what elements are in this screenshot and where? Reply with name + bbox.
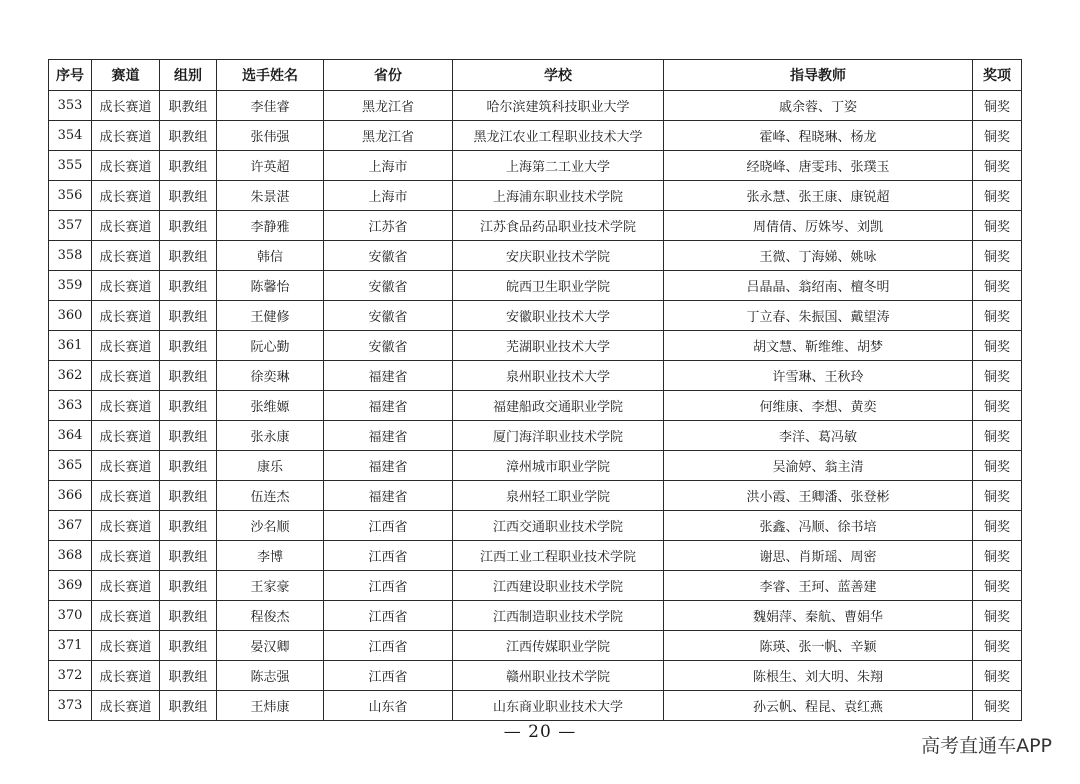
- cell-province: 福建省: [324, 421, 453, 451]
- cell-group: 职教组: [160, 601, 217, 631]
- cell-track: 成长赛道: [92, 241, 160, 271]
- cell-index: 356: [49, 181, 92, 211]
- cell-index: 363: [49, 391, 92, 421]
- cell-group: 职教组: [160, 631, 217, 661]
- cell-award: 铜奖: [973, 451, 1022, 481]
- watermark-logo-text: 高考直通车APP: [921, 735, 1052, 757]
- cell-index: 364: [49, 421, 92, 451]
- cell-group: 职教组: [160, 361, 217, 391]
- cell-name: 李博: [217, 541, 324, 571]
- cell-province: 上海市: [324, 181, 453, 211]
- cell-group: 职教组: [160, 241, 217, 271]
- cell-group: 职教组: [160, 481, 217, 511]
- cell-name: 晏汉卿: [217, 631, 324, 661]
- cell-province: 山东省: [324, 691, 453, 721]
- cell-track: 成长赛道: [92, 331, 160, 361]
- cell-name: 王炜康: [217, 691, 324, 721]
- cell-advisors: 经晓峰、唐雯玮、张璞玉: [664, 151, 973, 181]
- cell-advisors: 吴渝婷、翁主清: [664, 451, 973, 481]
- table-row: [49, 571, 1022, 601]
- cell-award: 铜奖: [973, 511, 1022, 541]
- cell-index: 370: [49, 601, 92, 631]
- table-row: [49, 601, 1022, 631]
- header-track: 赛道: [92, 60, 160, 91]
- table-row: [49, 241, 1022, 271]
- cell-advisors: 张鑫、冯顺、徐书培: [664, 511, 973, 541]
- cell-name: 伍连杰: [217, 481, 324, 511]
- cell-advisors: 李睿、王珂、蓝善建: [664, 571, 973, 601]
- cell-advisors: 周倩倩、厉姝岑、刘凯: [664, 211, 973, 241]
- cell-track: 成长赛道: [92, 361, 160, 391]
- table-row: [49, 151, 1022, 181]
- cell-name: 韩信: [217, 241, 324, 271]
- cell-group: 职教组: [160, 451, 217, 481]
- cell-school: 泉州职业技术大学: [453, 361, 664, 391]
- cell-name: 程俊杰: [217, 601, 324, 631]
- cell-province: 福建省: [324, 361, 453, 391]
- cell-province: 安徽省: [324, 241, 453, 271]
- cell-award: 铜奖: [973, 571, 1022, 601]
- cell-school: 皖西卫生职业学院: [453, 271, 664, 301]
- cell-group: 职教组: [160, 181, 217, 211]
- cell-index: 354: [49, 121, 92, 151]
- cell-name: 徐奕琳: [217, 361, 324, 391]
- cell-school: 福建船政交通职业学院: [453, 391, 664, 421]
- table-body: [49, 91, 1022, 721]
- table-row: [49, 511, 1022, 541]
- cell-province: 福建省: [324, 451, 453, 481]
- cell-province: 安徽省: [324, 301, 453, 331]
- table-row: [49, 481, 1022, 511]
- cell-advisors: 胡文慧、靳维维、胡梦: [664, 331, 973, 361]
- table-row: [49, 181, 1022, 211]
- cell-award: 铜奖: [973, 361, 1022, 391]
- cell-school: 厦门海洋职业技术学院: [453, 421, 664, 451]
- cell-award: 铜奖: [973, 211, 1022, 241]
- cell-name: 陈馨怡: [217, 271, 324, 301]
- cell-advisors: 吕晶晶、翁绍南、檀冬明: [664, 271, 973, 301]
- cell-index: 355: [49, 151, 92, 181]
- page-number: — 20 —: [503, 722, 577, 742]
- cell-award: 铜奖: [973, 91, 1022, 121]
- cell-advisors: 李洋、葛冯敏: [664, 421, 973, 451]
- cell-name: 王家豪: [217, 571, 324, 601]
- cell-school: 黑龙江农业工程职业技术大学: [453, 121, 664, 151]
- cell-index: 358: [49, 241, 92, 271]
- header-advisors: 指导教师: [664, 60, 973, 91]
- cell-name: 张伟强: [217, 121, 324, 151]
- cell-province: 江西省: [324, 601, 453, 631]
- cell-award: 铜奖: [973, 181, 1022, 211]
- cell-school: 江西制造职业技术学院: [453, 601, 664, 631]
- table-row: [49, 691, 1022, 721]
- cell-index: 353: [49, 91, 92, 121]
- header-group: 组别: [160, 60, 217, 91]
- header-index: 序号: [49, 60, 92, 91]
- cell-track: 成长赛道: [92, 421, 160, 451]
- table-row: [49, 661, 1022, 691]
- awards-table: [48, 59, 1022, 721]
- cell-track: 成长赛道: [92, 661, 160, 691]
- cell-school: 安庆职业技术学院: [453, 241, 664, 271]
- cell-award: 铜奖: [973, 421, 1022, 451]
- table-row: [49, 301, 1022, 331]
- table-row: [49, 421, 1022, 451]
- cell-track: 成长赛道: [92, 181, 160, 211]
- cell-index: 361: [49, 331, 92, 361]
- cell-group: 职教组: [160, 391, 217, 421]
- cell-award: 铜奖: [973, 121, 1022, 151]
- header-school: 学校: [453, 60, 664, 91]
- cell-award: 铜奖: [973, 151, 1022, 181]
- header-name: 选手姓名: [217, 60, 324, 91]
- cell-province: 黑龙江省: [324, 121, 453, 151]
- cell-advisors: 许雪琳、王秋玲: [664, 361, 973, 391]
- cell-track: 成长赛道: [92, 151, 160, 181]
- table-row: [49, 121, 1022, 151]
- cell-advisors: 戚余蓉、丁姿: [664, 91, 973, 121]
- cell-school: 山东商业职业技术大学: [453, 691, 664, 721]
- cell-award: 铜奖: [973, 631, 1022, 661]
- cell-index: 372: [49, 661, 92, 691]
- cell-track: 成长赛道: [92, 571, 160, 601]
- cell-index: 362: [49, 361, 92, 391]
- table-row: [49, 211, 1022, 241]
- cell-advisors: 孙云帆、程昆、袁红燕: [664, 691, 973, 721]
- cell-province: 安徽省: [324, 271, 453, 301]
- table-header-row: [49, 60, 1022, 91]
- cell-name: 王健修: [217, 301, 324, 331]
- header-province: 省份: [324, 60, 453, 91]
- cell-school: 芜湖职业技术大学: [453, 331, 664, 361]
- cell-name: 张维嫄: [217, 391, 324, 421]
- cell-school: 江西工业工程职业技术学院: [453, 541, 664, 571]
- cell-group: 职教组: [160, 541, 217, 571]
- cell-award: 铜奖: [973, 391, 1022, 421]
- cell-province: 上海市: [324, 151, 453, 181]
- cell-group: 职教组: [160, 151, 217, 181]
- cell-group: 职教组: [160, 121, 217, 151]
- cell-school: 江西建设职业技术学院: [453, 571, 664, 601]
- table-row: [49, 331, 1022, 361]
- cell-award: 铜奖: [973, 691, 1022, 721]
- cell-school: 安徽职业技术大学: [453, 301, 664, 331]
- cell-name: 李静雅: [217, 211, 324, 241]
- cell-school: 泉州轻工职业学院: [453, 481, 664, 511]
- cell-advisors: 陈瑛、张一帆、辛颖: [664, 631, 973, 661]
- cell-name: 康乐: [217, 451, 324, 481]
- cell-advisors: 丁立春、朱振国、戴望涛: [664, 301, 973, 331]
- cell-group: 职教组: [160, 571, 217, 601]
- cell-school: 上海第二工业大学: [453, 151, 664, 181]
- cell-name: 许英超: [217, 151, 324, 181]
- cell-advisors: 王微、丁海娣、姚咏: [664, 241, 973, 271]
- cell-track: 成长赛道: [92, 601, 160, 631]
- cell-advisors: 魏娟萍、秦航、曹娟华: [664, 601, 973, 631]
- cell-group: 职教组: [160, 511, 217, 541]
- cell-province: 江西省: [324, 571, 453, 601]
- cell-group: 职教组: [160, 331, 217, 361]
- cell-track: 成长赛道: [92, 481, 160, 511]
- cell-name: 朱景湛: [217, 181, 324, 211]
- cell-group: 职教组: [160, 271, 217, 301]
- cell-province: 江苏省: [324, 211, 453, 241]
- cell-advisors: 霍峰、程晓琳、杨龙: [664, 121, 973, 151]
- cell-index: 373: [49, 691, 92, 721]
- cell-advisors: 洪小霞、王卿潘、张登彬: [664, 481, 973, 511]
- cell-track: 成长赛道: [92, 271, 160, 301]
- cell-index: 371: [49, 631, 92, 661]
- cell-advisors: 陈根生、刘大明、朱翔: [664, 661, 973, 691]
- cell-province: 安徽省: [324, 331, 453, 361]
- cell-award: 铜奖: [973, 601, 1022, 631]
- cell-index: 359: [49, 271, 92, 301]
- cell-name: 张永康: [217, 421, 324, 451]
- cell-advisors: 张永慧、张王康、康锐超: [664, 181, 973, 211]
- table-row: [49, 271, 1022, 301]
- cell-school: 赣州职业技术学院: [453, 661, 664, 691]
- cell-name: 阮心勤: [217, 331, 324, 361]
- cell-name: 陈志强: [217, 661, 324, 691]
- table-row: [49, 631, 1022, 661]
- cell-track: 成长赛道: [92, 391, 160, 421]
- cell-group: 职教组: [160, 211, 217, 241]
- cell-award: 铜奖: [973, 271, 1022, 301]
- cell-province: 黑龙江省: [324, 91, 453, 121]
- cell-province: 江西省: [324, 631, 453, 661]
- cell-award: 铜奖: [973, 541, 1022, 571]
- cell-award: 铜奖: [973, 481, 1022, 511]
- cell-track: 成长赛道: [92, 691, 160, 721]
- cell-province: 江西省: [324, 661, 453, 691]
- table-row: [49, 91, 1022, 121]
- cell-province: 江西省: [324, 541, 453, 571]
- cell-school: 漳州城市职业学院: [453, 451, 664, 481]
- cell-track: 成长赛道: [92, 121, 160, 151]
- cell-school: 江西交通职业技术学院: [453, 511, 664, 541]
- cell-award: 铜奖: [973, 301, 1022, 331]
- table-row: [49, 451, 1022, 481]
- table-row: [49, 391, 1022, 421]
- cell-group: 职教组: [160, 421, 217, 451]
- cell-school: 哈尔滨建筑科技职业大学: [453, 91, 664, 121]
- cell-index: 368: [49, 541, 92, 571]
- cell-school: 江苏食品药品职业技术学院: [453, 211, 664, 241]
- cell-group: 职教组: [160, 661, 217, 691]
- cell-group: 职教组: [160, 301, 217, 331]
- cell-track: 成长赛道: [92, 91, 160, 121]
- cell-advisors: 谢思、肖斯瑶、周密: [664, 541, 973, 571]
- cell-index: 366: [49, 481, 92, 511]
- cell-name: 李佳睿: [217, 91, 324, 121]
- cell-group: 职教组: [160, 691, 217, 721]
- cell-award: 铜奖: [973, 331, 1022, 361]
- cell-index: 367: [49, 511, 92, 541]
- table-row: [49, 541, 1022, 571]
- cell-track: 成长赛道: [92, 631, 160, 661]
- cell-track: 成长赛道: [92, 541, 160, 571]
- cell-group: 职教组: [160, 91, 217, 121]
- cell-track: 成长赛道: [92, 301, 160, 331]
- cell-track: 成长赛道: [92, 511, 160, 541]
- cell-award: 铜奖: [973, 241, 1022, 271]
- cell-index: 369: [49, 571, 92, 601]
- cell-award: 铜奖: [973, 661, 1022, 691]
- cell-index: 357: [49, 211, 92, 241]
- header-award: 奖项: [973, 60, 1022, 91]
- cell-province: 江西省: [324, 511, 453, 541]
- cell-school: 江西传媒职业学院: [453, 631, 664, 661]
- cell-index: 360: [49, 301, 92, 331]
- cell-index: 365: [49, 451, 92, 481]
- cell-province: 福建省: [324, 481, 453, 511]
- cell-name: 沙名顺: [217, 511, 324, 541]
- cell-track: 成长赛道: [92, 211, 160, 241]
- table-row: [49, 361, 1022, 391]
- cell-track: 成长赛道: [92, 451, 160, 481]
- cell-school: 上海浦东职业技术学院: [453, 181, 664, 211]
- cell-province: 福建省: [324, 391, 453, 421]
- cell-advisors: 何维康、李想、黄奕: [664, 391, 973, 421]
